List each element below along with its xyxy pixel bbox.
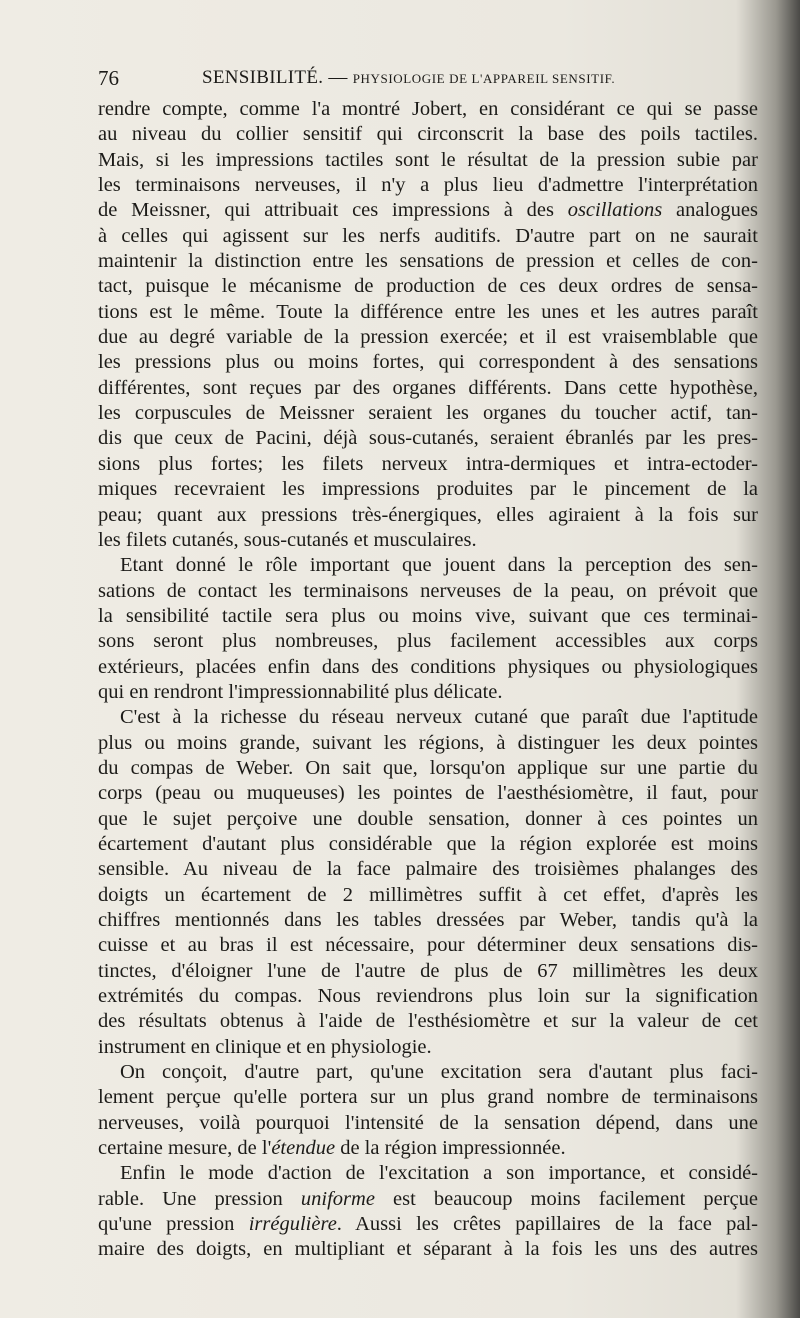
text-line: les terminaisons nerveuses, il n'y a plus lieu d'admettre l'interprétation [98,174,758,197]
text-line: au niveau du collier sensitif qui circonscrit la base des poils tactiles. [98,123,758,146]
text-line: à celles qui agissent sur les nerfs auditifs. D'autre part on ne saurait [98,224,758,247]
text-segment: certaine mesure, de l' [98,1137,272,1160]
text-segment: est beaucoup moins facilement perçue [374,1187,758,1210]
text-line: cuisse et au bras il est nécessaire, pour déterminer deux sensations dis- [98,934,758,957]
running-head [202,67,615,89]
italic-term: étendue [271,1137,336,1160]
text-line: plus ou moins grande, suivant les régions, à distinguer les deux pointes [98,731,758,754]
text-line: que le sujet perçoive une double sensation, donner à ces pointes un [98,807,758,830]
italic-term: irrégulière [248,1213,337,1236]
text-line: la sensibilité tactile sera plus ou moins vive, suivant que ces terminai- [98,604,758,627]
text-segment: analogues [662,199,758,222]
text-line: C'est à la richesse du réseau nerveux cutané que paraît due l'aptitude [120,706,758,729]
text-line: extérieurs, placées enfin dans des conditions physiques ou physiologiques [98,655,758,678]
text-line: qui en rendront l'impressionnabilité plus délicate. [98,680,503,703]
text-line: Mais, si les impressions tactiles sont le résultat de la pression subie par [98,148,758,171]
text-line: tinctes, d'éloigner l'une de l'autre de plus de 67 millimètres les deux [98,959,758,982]
text-line [98,1187,758,1212]
text-line: doigts un écartement de 2 millimètres suffit à cet effet, d'après les [98,883,758,906]
text-line: corps (peau ou muqueuses) les pointes de l'aesthésiomètre, il faut, pour [98,782,758,805]
text-line: tions est le même. Toute la différence entre les unes et les autres paraît [98,300,758,323]
text-line: des résultats obtenus à l'aide de l'esthésiomètre et sur la valeur de cet [98,1010,758,1033]
running-title: SENSIBILITÉ. — [202,67,353,88]
text-line: Etant donné le rôle important que jouent dans la perception des sen- [120,554,758,577]
text-line: chiffres mentionnés dans les tables dressées par Weber, tandis qu'à la [98,909,758,931]
text-line: écartement d'autant plus considérable que la région explorée est moins [98,832,758,855]
text-line [98,198,758,223]
text-line: nerveuses, voilà pourquoi l'intensité de la sensation dépend, dans une [98,1111,758,1134]
italic-term: oscillations [567,199,663,222]
text-line: les pressions plus ou moins fortes, qui correspondent à des sensations [98,351,758,374]
italic-term: uniforme [300,1187,375,1210]
page-number: 76 [98,66,119,90]
text-line: extrémités du compas. Nous reviendrons plus loin sur la signification [98,985,758,1008]
text-line: due au degré variable de la pression exercée; et il est vraisemblable que [98,326,758,349]
text-line: maintenir la distinction entre les sensations de pression et celles de con- [98,250,758,273]
page-header [98,66,758,92]
text-segment: de Meissner, qui attribuait ces impressions à des [98,199,568,222]
running-subtitle: PHYSIOLOGIE DE L'APPAREIL SENSITIF. [352,71,616,86]
text-segment: de la région impressionnée. [335,1137,566,1160]
text-segment: . Aussi les crêtes papillaires de la face pal- [336,1213,758,1236]
text-line: On conçoit, d'autre part, qu'une excitation sera d'autant plus faci- [120,1061,758,1084]
text-line: lement perçue qu'elle portera sur un plus grand nombre de terminaisons [98,1086,758,1109]
text-line: différentes, sont reçues par des organes différents. Dans cette hypothèse, [98,376,758,399]
text-line: miques recevraient les impressions produites par le pincement de la [98,478,758,501]
text-line: du compas de Weber. On sait que, lorsqu'on applique sur une partie du [98,756,758,779]
text-line [98,1136,758,1161]
text-line: sations de contact les terminaisons nerveuses de la peau, on prévoit que [98,579,758,602]
text-line: les corpuscules de Meissner seraient les organes du toucher actif, tan- [98,402,758,425]
text-line: sons seront plus nombreuses, plus facilement accessibles aux corps [98,630,758,653]
text-line: tact, puisque le mécanisme de production de ces deux ordres de sensa- [98,275,758,298]
text-line: sensible. Au niveau de la face palmaire des troisièmes phalanges des [98,858,758,881]
text-line [98,1212,758,1237]
text-line: Enfin le mode d'action de l'excitation a son importance, et considé- [120,1162,758,1185]
text-line: dis que ceux de Pacini, déjà sous-cutanés, seraient ébranlés par les pres- [98,427,758,450]
text-line: instrument en clinique et en physiologie. [98,1035,432,1058]
text-segment: qu'une pression [98,1213,249,1236]
text-line: maire des doigts, en multipliant et séparant à la fois les uns des autres [98,1238,758,1261]
text-line: peau; quant aux pressions très-énergiques, elles agiraient à la fois sur [98,503,758,526]
text-segment: rable. Une pression [98,1187,301,1210]
text-line: les filets cutanés, sous-cutanés et musculaires. [98,528,477,551]
body-text [98,97,758,1263]
text-line: rendre compte, comme l'a montré Jobert, en considérant ce qui se passe [98,98,758,120]
text-line: sions plus fortes; les filets nerveux intra-dermiques et intra-ectoder- [98,452,758,475]
